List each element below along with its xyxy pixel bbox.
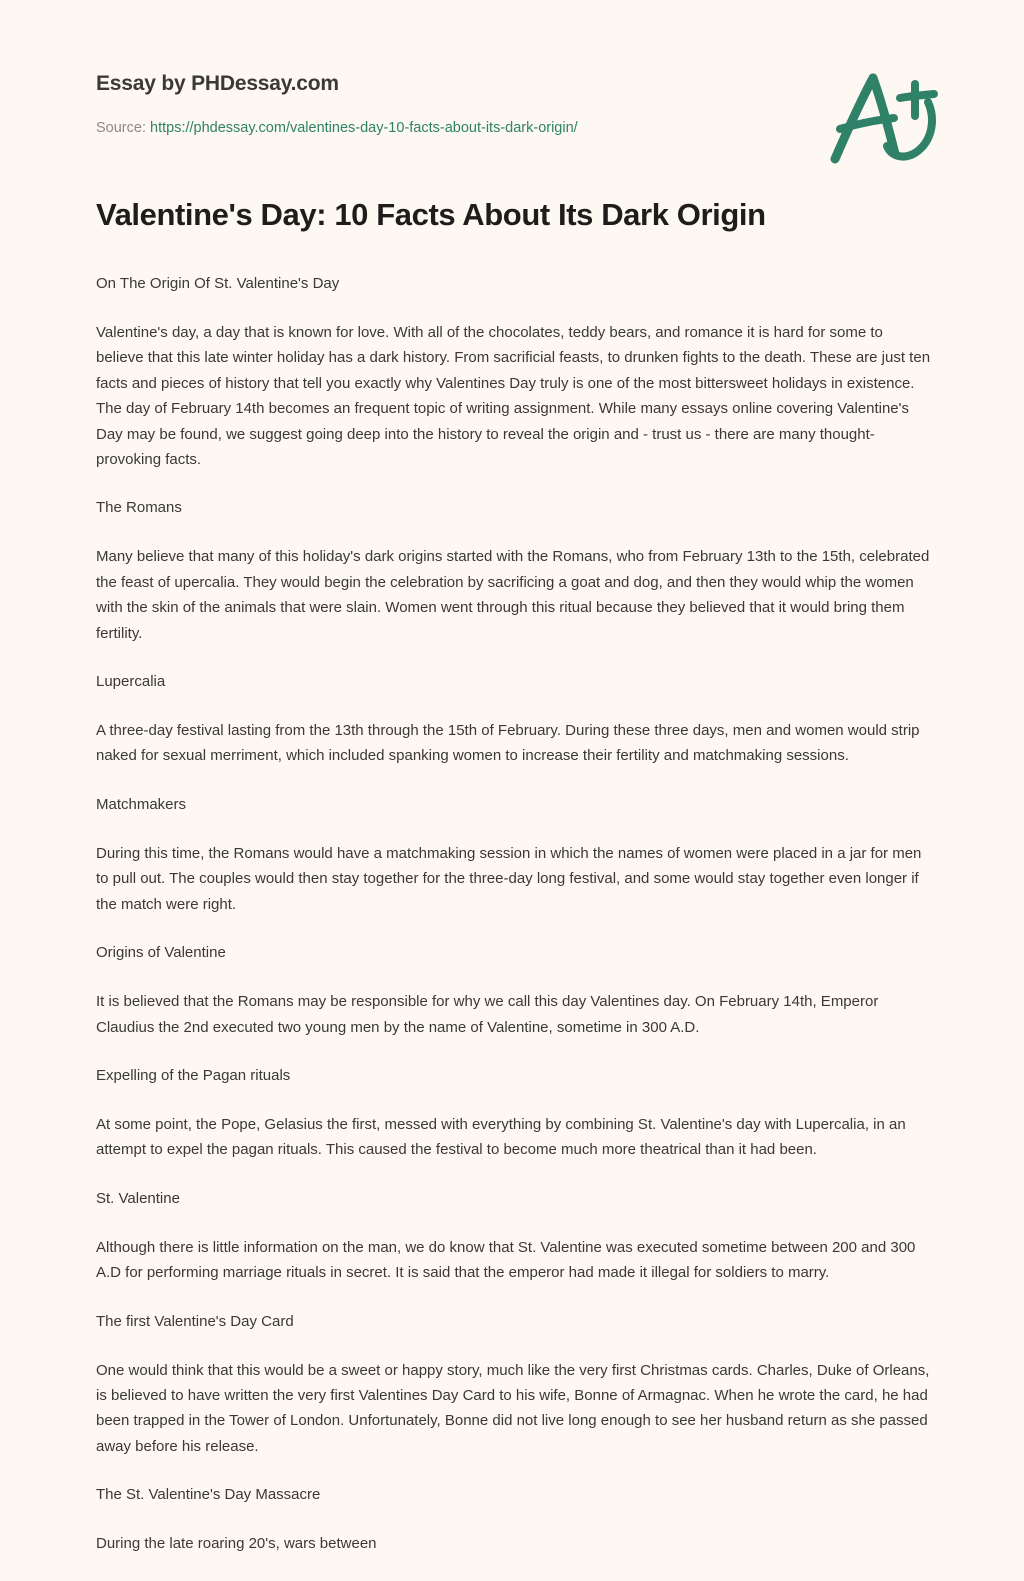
source-url-link[interactable]: https://phdessay.com/valentines-day-10-facts-about-its-dark-origin/ <box>150 120 578 136</box>
body-paragraph: During the late roaring 20's, wars between <box>96 1535 377 1553</box>
section-subheading: On The Origin Of St. Valentine's Day <box>96 275 340 292</box>
source-label: Source: <box>96 120 146 136</box>
section-subheading: St. Valentine <box>96 1189 180 1207</box>
body-paragraph: It is believed that the Romans may be responsible for why we call this day Valentines day. On February 14th, Emperor Claudius the 2nd executed two young men by the name of Valentine, sometime in 300 A.D. <box>96 993 879 1036</box>
section-subheading: Expelling of the Pagan rituals <box>96 1066 291 1084</box>
block-spacer <box>96 817 932 841</box>
block-spacer <box>96 646 932 670</box>
block-spacer <box>96 694 932 718</box>
document-header <box>0 0 1024 196</box>
block-spacer <box>96 1286 932 1310</box>
section-subheading: Lupercalia <box>96 673 166 691</box>
body-paragraph: At some point, the Pope, Gelasius the first, messed with everything by combining St. Valentine's day with Lupercalia, in an attempt to expel the pagan rituals. This caused the festival to become much more theatrical than it had been. <box>96 1115 906 1159</box>
block-spacer <box>96 520 932 544</box>
aplus-logo-icon <box>815 58 947 168</box>
block-spacer <box>96 296 932 320</box>
body-paragraph: Valentine's day, a day that is known for love. With all of the chocolates, teddy bears, and romance it is hard for some to believe that this late winter holiday has a dark history. From sacrificial feasts, to drunken fights to the death. These are just ten facts and pieces of history that tell you exactly why Valentines Day truly is one of the most bittersweet holidays in existence. The day of February 14th becomes an frequent topic of writing assignment. While many essays online covering Valentine's Day may be found, we suggest going deep into the history to reveal the origin and - trust us - there are many thought-provoking facts. <box>96 324 931 469</box>
section-subheading: Matchmakers <box>96 795 187 813</box>
section-subheading: Origins of Valentine <box>96 944 226 962</box>
block-spacer <box>96 1211 932 1235</box>
article-body <box>96 196 932 1581</box>
block-spacer <box>96 1459 932 1483</box>
body-paragraph: During this time, the Romans would have a matchmaking session in which the names of women were placed in a jar for men to pull out. The couples would then stay together for the three-day long festival, and some would stay together even longer if the match were right. <box>96 844 922 913</box>
body-paragraph: Many believe that many of this holiday's dark origins started with the Romans, who from February 13th to the 15th, celebrated the feast of upercalia. They would begin the celebration by sacrificing a goat and dog, and then they would whip the women with the skin of the animals that were slain. Women went through this ritual because they believed that it would bring them fertility. <box>96 548 930 642</box>
source-line <box>96 120 578 136</box>
block-spacer <box>96 1088 932 1112</box>
brand-byline: Essay by PHDessay.com <box>96 72 339 95</box>
page-title: Valentine's Day: 10 Facts About Its Dark Origin <box>96 197 766 232</box>
block-spacer <box>96 1040 932 1064</box>
block-spacer <box>96 472 932 496</box>
block-spacer <box>96 769 932 793</box>
body-paragraph: Although there is little information on the man, we do know that St. Valentine was executed sometime between 200 and 300 A.D for performing marriage rituals in secret. It is said that the emperor had made it illegal for soldiers to marry. <box>96 1238 916 1282</box>
section-subheading: The Romans <box>96 499 182 517</box>
block-spacer <box>96 1507 932 1531</box>
section-subheading: The first Valentine's Day Card <box>96 1312 294 1330</box>
body-paragraph: One would think that this would be a sweet or happy story, much like the very first Christmas cards. Charles, Duke of Orleans, is believed to have written the very first Valentines Day Card to his wife, Bonne of Armagnac. When he wrote the card, he had been trapped in the Tower of London. Unfortunately, Bonne did not live long enough to see her husband return as she passed away before his release. <box>96 1361 930 1455</box>
block-spacer <box>96 1163 932 1187</box>
block-spacer <box>96 1557 932 1581</box>
body-paragraph: A three-day festival lasting from the 13th through the 15th of February. During these three days, men and women would strip naked for sexual merriment, which included spanking women to increase their fertility and matchmaking sessions. <box>96 722 920 765</box>
block-spacer <box>96 965 932 989</box>
block-spacer <box>96 917 932 941</box>
section-subheading: The St. Valentine's Day Massacre <box>96 1486 321 1504</box>
article-blocks <box>96 272 932 1581</box>
block-spacer <box>96 1334 932 1358</box>
